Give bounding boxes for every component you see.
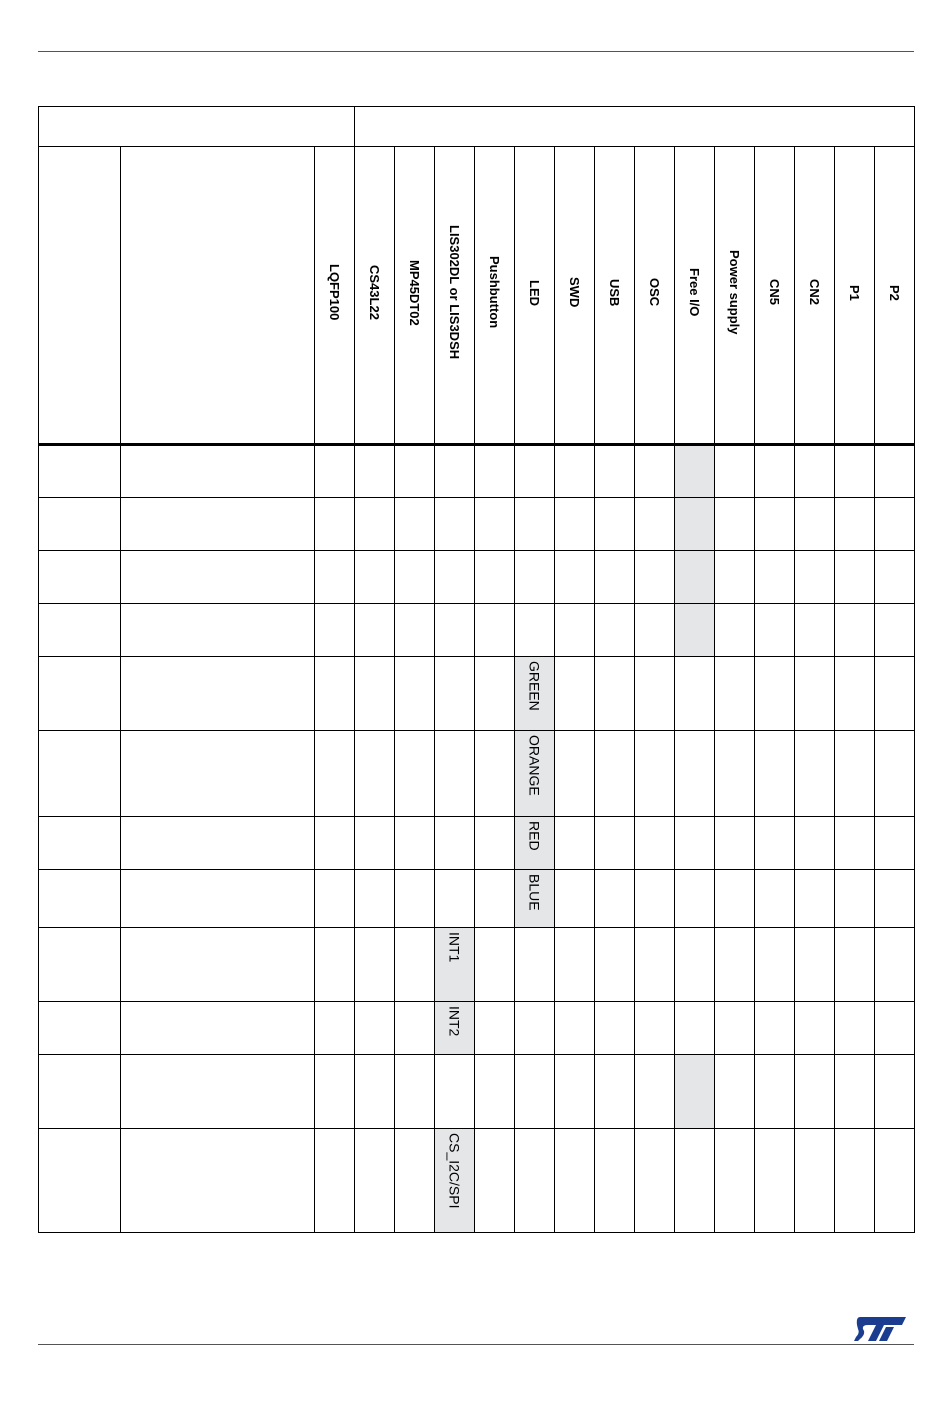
table-cell bbox=[555, 445, 595, 498]
table-cell bbox=[595, 1002, 635, 1055]
table-cell bbox=[515, 870, 555, 928]
table-row bbox=[39, 1055, 915, 1129]
table-cell bbox=[39, 1055, 121, 1129]
table-cell bbox=[715, 870, 755, 928]
table-cell bbox=[675, 1002, 715, 1055]
table-row bbox=[39, 731, 915, 817]
table-cell bbox=[875, 657, 915, 731]
table-cell bbox=[435, 445, 475, 498]
table-cell bbox=[635, 445, 675, 498]
table-cell bbox=[635, 551, 675, 604]
table-cell bbox=[435, 498, 475, 551]
table-cell bbox=[435, 817, 475, 870]
table-cell bbox=[435, 1002, 475, 1055]
table-cell bbox=[355, 604, 395, 657]
table-cell bbox=[39, 445, 121, 498]
cell-label: ORANGE bbox=[526, 735, 543, 796]
cell-label: RED bbox=[526, 821, 543, 851]
table-row bbox=[39, 1002, 915, 1055]
table-cell bbox=[715, 445, 755, 498]
table-cell bbox=[121, 870, 315, 928]
table-cell bbox=[635, 604, 675, 657]
table-cell bbox=[595, 817, 635, 870]
table-cell bbox=[555, 498, 595, 551]
cell-label: INT2 bbox=[446, 1006, 463, 1037]
table-cell bbox=[835, 445, 875, 498]
table-cell bbox=[675, 657, 715, 731]
column-header bbox=[595, 147, 635, 445]
table-cell bbox=[795, 1129, 835, 1233]
table-cell bbox=[555, 870, 595, 928]
column-header-label: CN2 bbox=[807, 279, 822, 306]
table-cell bbox=[795, 731, 835, 817]
table-row bbox=[39, 445, 915, 498]
column-header bbox=[39, 147, 121, 445]
table-cell bbox=[355, 928, 395, 1002]
table-row bbox=[39, 928, 915, 1002]
table-cell bbox=[635, 1055, 675, 1129]
table-cell bbox=[755, 445, 795, 498]
table-cell bbox=[595, 928, 635, 1002]
pin-assignment-table bbox=[38, 106, 915, 1233]
table-cell bbox=[675, 445, 715, 498]
table-cell bbox=[395, 870, 435, 928]
table-cell bbox=[675, 498, 715, 551]
table-cell bbox=[355, 1055, 395, 1129]
column-header bbox=[635, 147, 675, 445]
table-group-header-row bbox=[39, 107, 915, 147]
table-cell bbox=[635, 1129, 675, 1233]
table-cell bbox=[315, 1002, 355, 1055]
column-header bbox=[475, 147, 515, 445]
table-row bbox=[39, 817, 915, 870]
table-cell bbox=[515, 604, 555, 657]
table-cell bbox=[475, 731, 515, 817]
table-cell bbox=[515, 498, 555, 551]
table-cell bbox=[595, 657, 635, 731]
table-cell bbox=[595, 445, 635, 498]
table-cell bbox=[395, 1002, 435, 1055]
column-header-label: LIS302DL or LIS3DSH bbox=[447, 225, 462, 360]
table-cell bbox=[475, 445, 515, 498]
table-cell bbox=[595, 1129, 635, 1233]
table-cell bbox=[595, 604, 635, 657]
table-cell bbox=[755, 657, 795, 731]
table-cell bbox=[715, 551, 755, 604]
table-cell bbox=[315, 551, 355, 604]
table-cell bbox=[875, 604, 915, 657]
table-cell bbox=[755, 870, 795, 928]
table-cell bbox=[395, 498, 435, 551]
table-cell bbox=[635, 731, 675, 817]
table-cell bbox=[39, 1002, 121, 1055]
table-cell bbox=[315, 817, 355, 870]
cell-label: GREEN bbox=[526, 661, 543, 711]
table-cell bbox=[121, 1055, 315, 1129]
table-cell bbox=[121, 445, 315, 498]
table-cell bbox=[755, 604, 795, 657]
table-cell bbox=[355, 551, 395, 604]
column-header bbox=[835, 147, 875, 445]
table-cell bbox=[515, 445, 555, 498]
table-cell bbox=[475, 928, 515, 1002]
table-cell bbox=[39, 551, 121, 604]
table-cell bbox=[395, 551, 435, 604]
column-header bbox=[355, 147, 395, 445]
table-cell bbox=[795, 870, 835, 928]
table-cell bbox=[875, 1055, 915, 1129]
table-cell bbox=[835, 657, 875, 731]
table-cell bbox=[835, 1055, 875, 1129]
table-cell bbox=[435, 870, 475, 928]
table-cell bbox=[315, 445, 355, 498]
table-cell bbox=[555, 1055, 595, 1129]
table-cell bbox=[595, 870, 635, 928]
table-cell bbox=[755, 731, 795, 817]
table-cell bbox=[635, 817, 675, 870]
table-cell bbox=[555, 657, 595, 731]
column-header bbox=[515, 147, 555, 445]
column-header-label: Free I/O bbox=[687, 268, 702, 317]
table-cell bbox=[475, 817, 515, 870]
table-cell bbox=[715, 817, 755, 870]
table-cell bbox=[315, 498, 355, 551]
table-cell bbox=[835, 604, 875, 657]
table-cell bbox=[395, 1055, 435, 1129]
cell-label: CS_I2C/SPI bbox=[446, 1133, 463, 1209]
table-cell bbox=[39, 604, 121, 657]
table-cell bbox=[715, 1129, 755, 1233]
column-header-label: LQFP100 bbox=[327, 264, 342, 321]
table-cell bbox=[315, 1055, 355, 1129]
table-cell bbox=[795, 1002, 835, 1055]
table-cell bbox=[715, 731, 755, 817]
table-cell bbox=[635, 928, 675, 1002]
table-cell bbox=[121, 928, 315, 1002]
table-cell bbox=[515, 817, 555, 870]
table-cell bbox=[121, 498, 315, 551]
cell-label: INT1 bbox=[446, 932, 463, 963]
table-cell bbox=[675, 870, 715, 928]
table-cell bbox=[715, 604, 755, 657]
table-cell bbox=[755, 928, 795, 1002]
table-cell bbox=[835, 551, 875, 604]
table-cell bbox=[635, 498, 675, 551]
table-cell bbox=[675, 551, 715, 604]
column-header-label: LED bbox=[527, 279, 542, 306]
table-cell bbox=[635, 1002, 675, 1055]
table-cell bbox=[395, 657, 435, 731]
table-cell bbox=[795, 657, 835, 731]
table-cell bbox=[555, 551, 595, 604]
table-cell bbox=[755, 551, 795, 604]
table-cell bbox=[555, 928, 595, 1002]
table-cell bbox=[875, 498, 915, 551]
table-cell bbox=[315, 928, 355, 1002]
table-cell bbox=[675, 1129, 715, 1233]
table-cell bbox=[875, 870, 915, 928]
table-cell bbox=[355, 731, 395, 817]
cell-label: BLUE bbox=[526, 874, 543, 911]
table-row bbox=[39, 657, 915, 731]
table-cell bbox=[835, 731, 875, 817]
table-cell bbox=[395, 817, 435, 870]
table-cell bbox=[435, 657, 475, 731]
table-cell bbox=[435, 551, 475, 604]
column-header-label: CS43L22 bbox=[367, 265, 382, 320]
table-cell bbox=[555, 817, 595, 870]
table-cell bbox=[515, 1055, 555, 1129]
column-header bbox=[315, 147, 355, 445]
column-header-label: SWD bbox=[567, 277, 582, 308]
table-cell bbox=[715, 657, 755, 731]
table-cell bbox=[635, 657, 675, 731]
table-cell bbox=[795, 1055, 835, 1129]
table-cell bbox=[835, 1129, 875, 1233]
column-header-label: MP45DT02 bbox=[407, 259, 422, 326]
table-cell bbox=[435, 731, 475, 817]
table-cell bbox=[835, 928, 875, 1002]
column-header bbox=[875, 147, 915, 445]
table-cell bbox=[39, 657, 121, 731]
column-header bbox=[395, 147, 435, 445]
table-cell bbox=[795, 498, 835, 551]
table-cell bbox=[515, 657, 555, 731]
table-cell bbox=[315, 731, 355, 817]
top-rule bbox=[38, 51, 914, 52]
table-cell bbox=[635, 870, 675, 928]
table-cell bbox=[435, 928, 475, 1002]
table-cell bbox=[675, 1055, 715, 1129]
table-cell bbox=[355, 870, 395, 928]
table-cell bbox=[715, 498, 755, 551]
table-cell bbox=[715, 1055, 755, 1129]
table-cell bbox=[475, 1055, 515, 1129]
table-cell bbox=[475, 870, 515, 928]
table-cell bbox=[121, 551, 315, 604]
group-header-right bbox=[355, 107, 915, 147]
table-cell bbox=[595, 731, 635, 817]
table-cell bbox=[515, 1002, 555, 1055]
table-cell bbox=[675, 731, 715, 817]
table-cell bbox=[515, 1129, 555, 1233]
table-cell bbox=[315, 604, 355, 657]
table-cell bbox=[795, 445, 835, 498]
table-cell bbox=[475, 604, 515, 657]
table-cell bbox=[395, 445, 435, 498]
column-header-label: CN5 bbox=[767, 279, 782, 306]
table-cell bbox=[715, 1002, 755, 1055]
table-header-row bbox=[39, 147, 915, 445]
table-cell bbox=[555, 1129, 595, 1233]
table-cell bbox=[315, 1129, 355, 1233]
table-cell bbox=[715, 928, 755, 1002]
table-row bbox=[39, 870, 915, 928]
table-cell bbox=[875, 731, 915, 817]
column-header bbox=[121, 147, 315, 445]
st-logo-icon bbox=[854, 1313, 910, 1343]
table-cell bbox=[39, 928, 121, 1002]
table-cell bbox=[835, 1002, 875, 1055]
table-cell bbox=[315, 870, 355, 928]
column-header-label: P1 bbox=[847, 284, 862, 301]
table-cell bbox=[355, 1129, 395, 1233]
table-cell bbox=[515, 731, 555, 817]
table-cell bbox=[755, 1055, 795, 1129]
table-cell bbox=[875, 551, 915, 604]
table-cell bbox=[475, 1002, 515, 1055]
table-row bbox=[39, 498, 915, 551]
column-header bbox=[435, 147, 475, 445]
table-cell bbox=[355, 498, 395, 551]
column-header-label: OSC bbox=[647, 278, 662, 307]
table-cell bbox=[475, 657, 515, 731]
table-cell bbox=[875, 928, 915, 1002]
table-cell bbox=[475, 551, 515, 604]
table-cell bbox=[121, 731, 315, 817]
table-cell bbox=[121, 1002, 315, 1055]
table-cell bbox=[595, 498, 635, 551]
table-cell bbox=[475, 498, 515, 551]
column-header bbox=[675, 147, 715, 445]
table-cell bbox=[39, 870, 121, 928]
table-cell bbox=[875, 445, 915, 498]
table-cell bbox=[875, 817, 915, 870]
column-header bbox=[715, 147, 755, 445]
table-row bbox=[39, 551, 915, 604]
table-cell bbox=[355, 445, 395, 498]
table-cell bbox=[595, 551, 635, 604]
column-header bbox=[795, 147, 835, 445]
table-cell bbox=[875, 1129, 915, 1233]
table-row bbox=[39, 604, 915, 657]
bottom-rule bbox=[38, 1344, 914, 1345]
table-cell bbox=[755, 1129, 795, 1233]
table-cell bbox=[515, 551, 555, 604]
column-header bbox=[555, 147, 595, 445]
table-cell bbox=[355, 657, 395, 731]
table-cell bbox=[315, 657, 355, 731]
table-cell bbox=[675, 604, 715, 657]
table-cell bbox=[39, 1129, 121, 1233]
table-cell bbox=[435, 1129, 475, 1233]
table-cell bbox=[555, 731, 595, 817]
table-cell bbox=[675, 817, 715, 870]
column-header-label: USB bbox=[607, 278, 622, 307]
table-cell bbox=[355, 1002, 395, 1055]
column-header-label: Power supply bbox=[727, 250, 742, 335]
table-cell bbox=[515, 928, 555, 1002]
table-cell bbox=[835, 870, 875, 928]
table-cell bbox=[395, 1129, 435, 1233]
table-cell bbox=[121, 604, 315, 657]
table-cell bbox=[555, 604, 595, 657]
table-cell bbox=[595, 1055, 635, 1129]
table-cell bbox=[121, 1129, 315, 1233]
table-cell bbox=[435, 604, 475, 657]
group-header-left bbox=[39, 107, 355, 147]
table-cell bbox=[795, 817, 835, 870]
column-header bbox=[755, 147, 795, 445]
table-cell bbox=[555, 1002, 595, 1055]
table-cell bbox=[39, 498, 121, 551]
table-cell bbox=[795, 551, 835, 604]
table-cell bbox=[835, 498, 875, 551]
table-cell bbox=[39, 731, 121, 817]
table-cell bbox=[435, 1055, 475, 1129]
table-cell bbox=[755, 498, 795, 551]
table-cell bbox=[755, 817, 795, 870]
column-header-label: P2 bbox=[887, 284, 902, 301]
table-cell bbox=[675, 928, 715, 1002]
table-cell bbox=[795, 928, 835, 1002]
table-cell bbox=[755, 1002, 795, 1055]
table-cell bbox=[355, 817, 395, 870]
table-cell bbox=[121, 657, 315, 731]
table-cell bbox=[795, 604, 835, 657]
table-row bbox=[39, 1129, 915, 1233]
column-header-label: Pushbutton bbox=[487, 256, 502, 329]
table-cell bbox=[835, 817, 875, 870]
table-cell bbox=[875, 1002, 915, 1055]
table-cell bbox=[395, 928, 435, 1002]
table-cell bbox=[475, 1129, 515, 1233]
table-cell bbox=[395, 604, 435, 657]
table-cell bbox=[121, 817, 315, 870]
table-cell bbox=[395, 731, 435, 817]
table-cell bbox=[39, 817, 121, 870]
